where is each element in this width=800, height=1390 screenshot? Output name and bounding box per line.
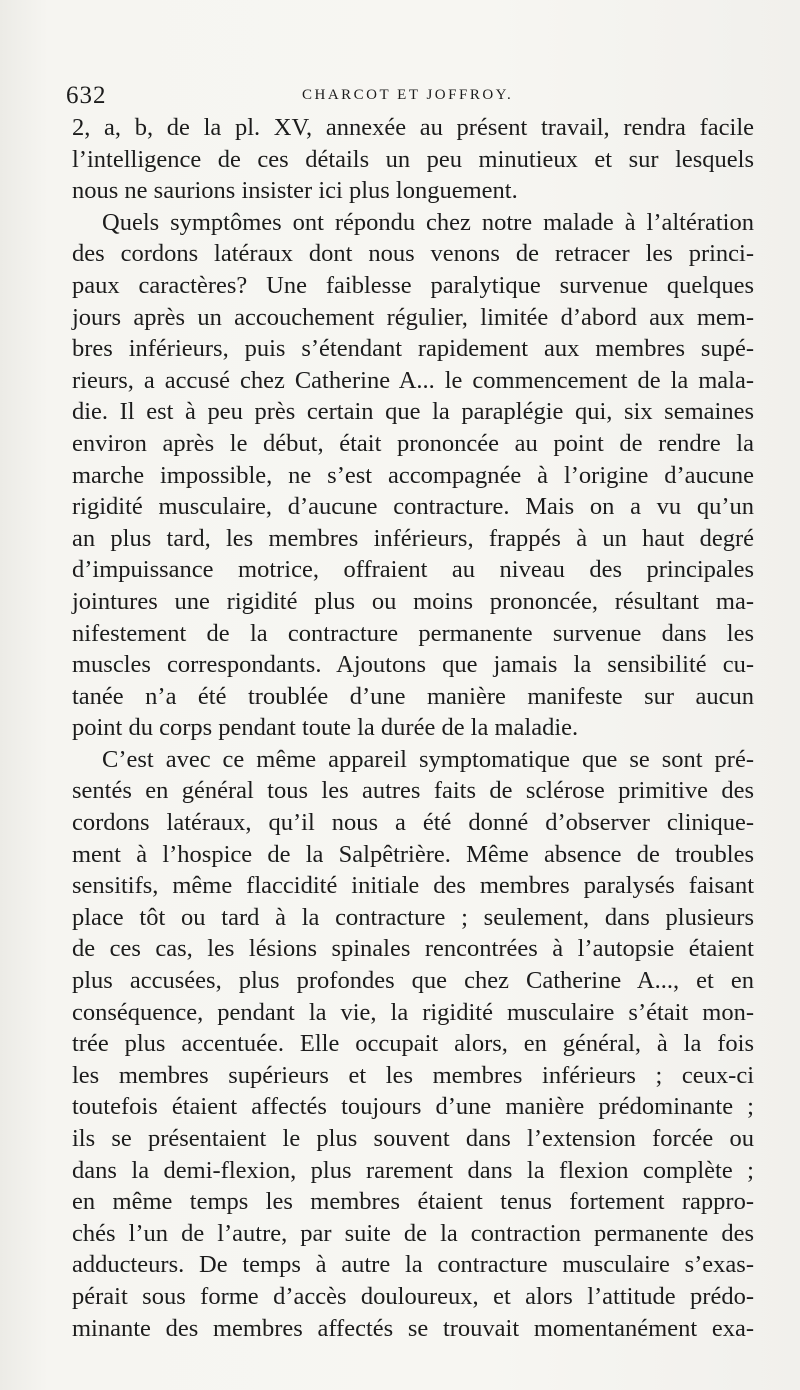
running-head: CHARCOT ET JOFFROY. — [302, 87, 514, 103]
text-line: les membres supérieurs et les membres inférieurs ; ceux-ci — [72, 1061, 754, 1089]
text-line: minante des membres affectés se trouvait momentanément exa- — [72, 1314, 754, 1342]
text-line: d’impuissance motrice, offraient au niveau des principales — [72, 556, 754, 584]
text-line: de ces cas, les lésions spinales rencontrées à l’autopsie étaient — [72, 935, 754, 963]
text-line: toutefois étaient affectés toujours d’une manière prédominante ; — [72, 1093, 754, 1121]
text-line: sensitifs, même flaccidité initiale des membres paralysés faisant — [72, 872, 754, 900]
text-line: trée plus accentuée. Elle occupait alors, en général, à la fois — [72, 1030, 754, 1058]
text-line: des cordons latéraux dont nous venons de retracer les princi- — [72, 240, 754, 268]
text-line: cordons latéraux, qu’il nous a été donné d’observer clinique- — [72, 809, 754, 837]
text-line: sentés en général tous les autres faits de sclérose primitive des — [72, 777, 754, 805]
text-line: Quels symptômes ont répondu chez notre malade à l’altération — [102, 208, 754, 236]
text-line: environ après le début, était prononcée au point de rendre la — [72, 429, 754, 457]
page-header — [66, 82, 760, 110]
text-line: bres inférieurs, puis s’étendant rapidement aux membres supé- — [72, 335, 754, 363]
text-line: die. Il est à peu près certain que la paraplégie qui, six semaines — [72, 398, 754, 426]
text-line: dans la demi-flexion, plus rarement dans la flexion complète ; — [72, 1156, 754, 1184]
text-line: rieurs, a accusé chez Catherine A... le commencement de la mala- — [72, 366, 754, 394]
text-line: pérait sous forme d’accès douloureux, et alors l’attitude prédo- — [72, 1282, 754, 1310]
body-text — [72, 112, 754, 1344]
text-line: nous ne saurions insister ici plus longuement. — [72, 177, 518, 205]
text-line: paux caractères? Une faiblesse paralytique survenue quelques — [72, 271, 754, 299]
text-line: point du corps pendant toute la durée de la maladie. — [72, 714, 579, 742]
page-number: 632 — [66, 82, 107, 109]
text-line: marche impossible, ne s’est accompagnée à l’origine d’aucune — [72, 461, 754, 489]
text-line: 2, a, b, de la pl. XV, annexée au présent travail, rendra facile — [72, 114, 754, 141]
text-line: ment à l’hospice de la Salpêtrière. Même absence de troubles — [72, 840, 754, 868]
text-line: jours après un accouchement régulier, limitée d’abord aux mem- — [72, 303, 754, 331]
text-line: nifestement de la contracture permanente survenue dans les — [72, 619, 754, 647]
text-line: place tôt ou tard à la contracture ; seulement, dans plusieurs — [72, 903, 754, 931]
text-line: plus accusées, plus profondes que chez Catherine A..., et en — [72, 967, 754, 995]
text-line: l’intelligence de ces détails un peu minutieux et sur lesquels — [72, 145, 754, 173]
text-line: an plus tard, les membres inférieurs, frappés à un haut degré — [72, 524, 754, 552]
text-line: muscles correspondants. Ajoutons que jamais la sensibilité cu- — [72, 651, 754, 679]
text-line: tanée n’a été troublée d’une manière manifeste sur aucun — [72, 682, 754, 710]
text-line: ils se présentaient le plus souvent dans l’extension forcée ou — [72, 1125, 754, 1152]
text-line: en même temps les membres étaient tenus fortement rappro- — [72, 1188, 754, 1216]
text-line: jointures une rigidité plus ou moins prononcée, résultant ma- — [72, 587, 754, 615]
text-line: conséquence, pendant la vie, la rigidité musculaire s’était mon- — [72, 998, 754, 1026]
text-line: chés l’un de l’autre, par suite de la contraction permanente des — [72, 1219, 754, 1247]
text-line: rigidité musculaire, d’aucune contracture. Mais on a vu qu’un — [72, 493, 754, 521]
text-line: C’est avec ce même appareil symptomatique que se sont pré- — [102, 745, 754, 773]
text-line: adducteurs. De temps à autre la contracture musculaire s’exas- — [72, 1251, 754, 1279]
